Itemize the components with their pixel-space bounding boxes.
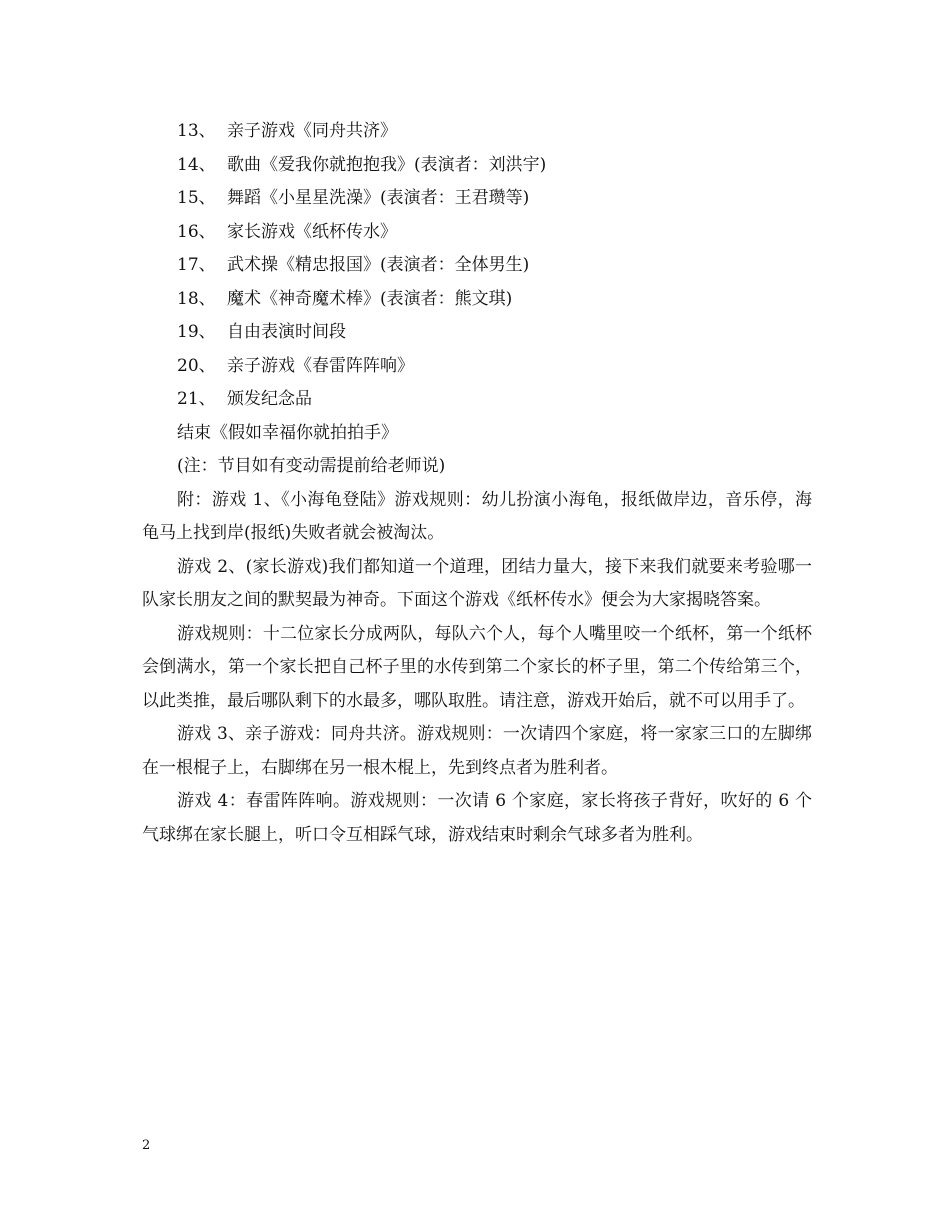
program-item-number: 16、 <box>177 221 216 242</box>
program-item-number: 15、 <box>177 188 216 208</box>
program-item-text: 颁发纪念品 <box>227 389 312 409</box>
program-item-15 <box>142 182 812 216</box>
program-item-20 <box>142 350 812 384</box>
program-item-number: 21、 <box>177 389 216 409</box>
program-item-16 <box>142 216 812 250</box>
program-item-text: 亲子游戏《春雷阵阵响》 <box>227 355 414 376</box>
program-item-number: 19、 <box>177 322 216 342</box>
program-item-14 <box>142 149 812 183</box>
program-item-text: 魔术《神奇魔术棒》(表演者：熊文琪) <box>227 288 513 309</box>
program-item-number: 17、 <box>177 255 216 275</box>
program-list <box>142 115 812 417</box>
program-item-text: 家长游戏《纸杯传水》 <box>227 221 397 242</box>
program-item-number: 14、 <box>177 154 216 175</box>
page-number: 2 <box>142 1138 151 1153</box>
program-item-number: 20、 <box>177 355 216 376</box>
program-item-21 <box>142 383 812 417</box>
game-3-rules-paragraph: 游戏 3、亲子游戏：同舟共济。游戏规则：一次请四个家庭，将一家家三口的左脚绑在一根棍子上，右脚绑在另一根木棍上，先到终点者为胜利者。 <box>142 724 812 778</box>
program-item-19 <box>142 316 812 350</box>
program-note: (注：节目如有变动需提前给老师说) <box>177 456 446 476</box>
program-item-text: 武术操《精忠报国》(表演者：全体男生) <box>227 255 530 275</box>
program-item-text: 舞蹈《小星星洗澡》(表演者：王君瓒等) <box>227 188 530 208</box>
program-item-text: 自由表演时间段 <box>227 322 346 342</box>
game-2-intro-paragraph: 游戏 2、(家长游戏)我们都知道一个道理，团结力量大，接下来我们就要来考验哪一队家长朋友之间的默契最为神奇。下面这个游戏《纸杯传水》便会为大家揭晓答案。 <box>142 556 812 610</box>
game-4-rules-paragraph: 游戏 4：春雷阵阵响。游戏规则：一次请 6 个家庭，家长将孩子背好，吹好的 6 个气球绑在家长腿上，听口令互相踩气球，游戏结束时剩余气球多者为胜利。 <box>142 791 812 845</box>
program-item-18 <box>142 283 812 317</box>
game-2-rules-paragraph: 游戏规则：十二位家长分成两队，每队六个人，每个人嘴里咬一个纸杯，第一个纸杯会倒满水，第一个家长把自己杯子里的水传到第二个家长的杯子里，第二个传给第三个，以此类推，最后哪队剩下的水最多，哪队取胜。请注意，游戏开始后，就不可以用手了。 <box>142 623 812 711</box>
game-1-rules-paragraph: 附：游戏 1、《小海龟登陆》游戏规则：幼儿扮演小海龟，报纸做岸边，音乐停，海龟马上找到岸(报纸)失败者就会被淘汰。 <box>142 489 812 543</box>
program-item-number: 18、 <box>177 288 216 309</box>
program-item-text: 亲子游戏《同舟共济》 <box>227 121 397 141</box>
program-item-number: 13、 <box>177 121 216 141</box>
program-ending: 结束《假如幸福你就拍拍手》 <box>177 422 398 443</box>
program-item-17 <box>142 249 812 283</box>
program-item-text: 歌曲《爱我你就抱抱我》(表演者：刘洪宇) <box>227 154 547 175</box>
page-content <box>142 115 812 852</box>
program-item-13 <box>142 115 812 149</box>
